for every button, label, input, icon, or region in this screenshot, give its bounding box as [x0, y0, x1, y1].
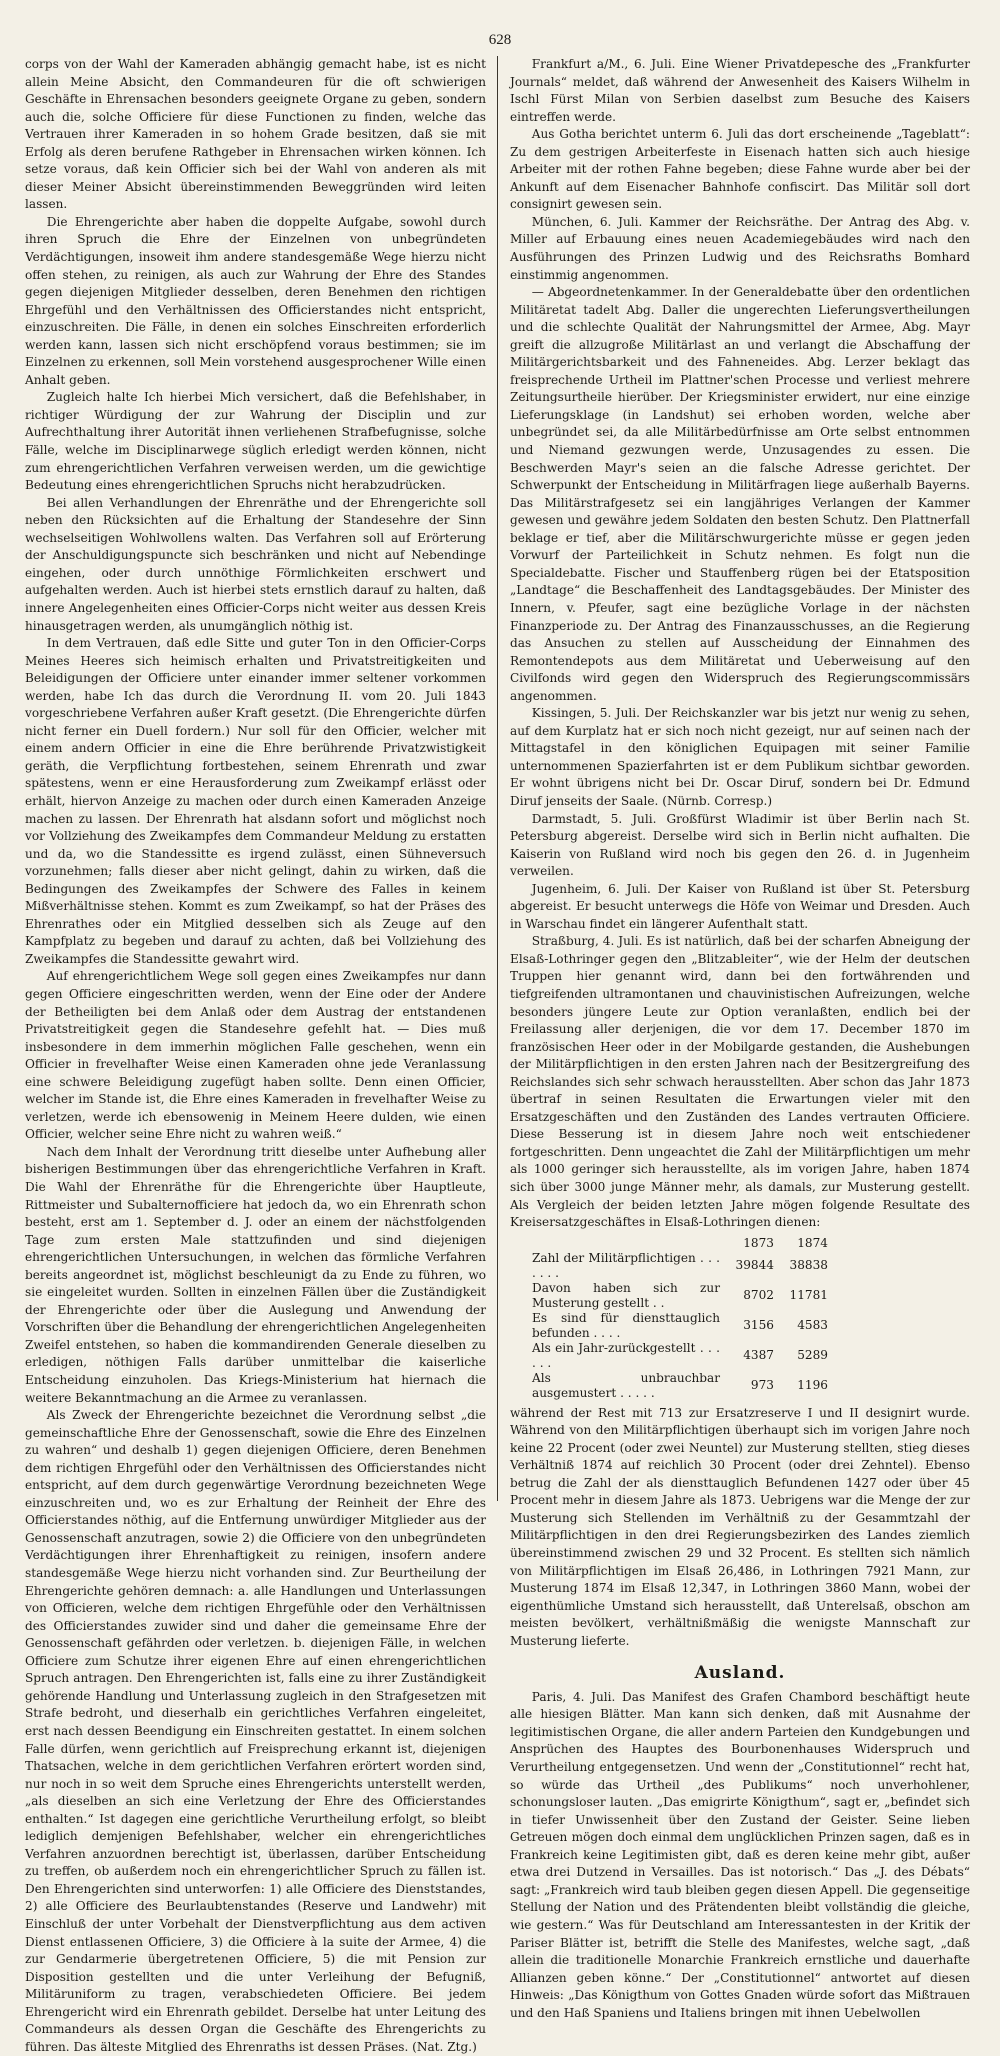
table-row: [530, 1311, 830, 1341]
article-paragraph: Nach dem Inhalt der Verordnung tritt dieselbe unter Aufhebung aller bisherigen Bestimmungen über das ehrengerichtliche Verfahren in Kraft. Die Wahl der Ehrenräthe für die Ehrengerichte über Hauptleute, Rittmeister und Subalternofficiere hat jedoch da, wo ein Ehrenrath schon besteht, erst am 1. September d. J. oder an einem der nächstfolgenden Tage zum ersten Male stattzufinden und sind diejenigen ehrengerichtlichen Untersuchungen, in welchen das förmliche Verfahren bereits angeordnet ist, möglichst beschleunigt da zu Ende zu führen, wo sie eingeleitet wurden. Sollten in einzelnen Fällen über die Zuständigkeit der Ehrengerichte oder über die Auslegung und Anwendung der Vorschriften über die Behandlung der ehrengerichtlichen Angelegenheiten Zweifel entstehen, so haben die kommandirenden Generale dieselben zu erledigen, nöthigen Falls darüber unmittelbar die kaiserliche Entscheidung einzuholen. Das Kriegs-Ministerium hat hiernach die weitere Bekanntmachung an die Armee zu veranlassen.: [25, 1144, 486, 1405]
table-row: [530, 1371, 830, 1401]
table-cell-value: 4583: [797, 1318, 828, 1333]
right-column-continuation: [510, 1405, 970, 1651]
page-number: 628: [488, 32, 512, 48]
news-item: München, 6. Juli. Kammer der Reichsräthe. Der Antrag des Abg. v. Miller auf Erbauung eines neuen Academiegebäudes wird nach den Ausführungen des Prinzen Ludwig und des Reichsraths Bomhard einstimmig angenommen.: [510, 214, 970, 282]
news-item: Aus Gotha berichtet unterm 6. Juli das dort erscheinende „Tageblatt“: Zu dem gestrigen Arbeiterfeste in Eisenach hatten sich auch hiesige Arbeiter mit der rothen Fahne begeben; diese Fahne wurde aber bei der Ankunft auf dem Eisenacher Bahnhofe confiscirt. Das Militär soll dort consignirt gewesen sein.: [510, 127, 970, 212]
news-item: — Abgeordnetenkammer. In der Generaldebatte über den ordentlichen Militäretat tadelt Abg. Daller die ungerechten Lieferungsvertheilungen und die schlechte Qualität der Nahrungsmittel der Armee, Abg. Mayr greift die allzugroße Militärlast an und verlangt die Abschaffung der Militärgerichtsbarkeit und des Fahneneides. Abg. Lerzer beklagt das freisprechende Urtheil im Plattner'schen Processe und verliest mehrere Zeitungsurtheile hierüber. Der Kriegsminister erwidert, nur eine einzige Lieferungsklage (in Landshut) sei erhoben worden, welche aber unbegründet sei, da alle Militärbedürfnisse am Orte selbst entnommen und Niemand gezwungen werde, Unzusagendes zu essen. Die Beschwerden Mayr's seien an die falsche Adresse gerichtet. Der Schwerpunkt der Entscheidung in Militärfragen liege außerhalb Bayerns. Das Militärstrafgesetz sei ein langjähriges Verlangen der Kammer gewesen und gewähre jedem Soldaten den besten Schutz. Den Plattnerfall beklage er tief, aber die Militärschwurgerichte müsse er gegen jeden Vorwurf der Parteilichkeit in Schutz nehmen. Es folgt nun die Specialdebatte. Fischer und Stauffenberg rügen bei der Etatsposition „Landtage“ die Beschaffenheit des Landtagsgebäudes. Der Minister des Innern, v. Pfeufer, sagt eine bezügliche Vorlage in der nächsten Finanzperiode zu. Der Antrag des Finanzausschusses, an die Regierung das Ansuchen zu stellen auf Ausscheidung der Einnahmen des Remontendepots aus dem Militäretat und Ueberweisung auf den Civilfonds wird gegen den Widerspruch des Regierungscommissärs angenommen.: [510, 285, 970, 703]
article-paragraph: corps von der Wahl der Kameraden abhängig gemacht habe, ist es nicht allein Meine Absicht, den Commandeuren für die oft schwierigen Geschäfte in Ehrensachen besonders geeignete Organe zu geben, sondern auch die, solche Officiere für diese Functionen zu finden, welche das Vertrauen ihrer Kameraden in so hohem Grade besitzen, daß sie mit Erfolg als deren berufene Rathgeber in Ehrensachen wirken können. Ich setze voraus, daß kein Officier sich bei der Wahl von anderen als mit dieser Meiner Absicht übereinstimmenden Beweggründen wird leiten lassen.: [25, 57, 486, 212]
table-row-label: Als ein Jahr-zurückgestellt . . . . . .: [532, 1340, 720, 1370]
table-cell-value: 3156: [743, 1318, 774, 1333]
news-item: Jugenheim, 6. Juli. Der Kaiser von Rußland ist über St. Petersburg abgereist. Er besucht unterwegs die Höfe von Weimar und Dresden. Auch in Warschau findet ein längerer Aufenthalt statt.: [510, 881, 970, 931]
article-paragraph: Als Zweck der Ehrengerichte bezeichnet die Verordnung selbst „die gemeinschaftliche Ehre der Genossenschaft, sowie die Ehre des Einzelnen zu wahren“ und deshalb 1) gegen diejenigen Officiere, deren Benehmen dem richtigen Ehrgefühl oder den Verhältnissen des Officierstandes nicht entspricht, auf dem durch gegenwärtige Verordnung bezeichneten Wege einzuschreiten und, wo es zur Erhaltung der Reinheit der Ehre des Officierstandes nöthig, auf die Entfernung unwürdiger Mitglieder aus der Genossenschaft anzutragen, sowie 2) die Officiere von den unbegründeten Verdächtigungen ihrer Ehrenhaftigkeit zu reinigen, insofern andere standesgemäße Wege hierzu nicht vorhanden sind. Zur Beurtheilung der Ehrengerichte gehören demnach: a. alle Handlungen und Unterlassungen von Officieren, welche dem richtigen Ehrgefühle oder den Verhältnissen des Officierstandes zuwider sind und daher die gemeinsame Ehre der Genossenschaft gefährden oder verletzen. b. diejenigen Fälle, in welchen Officiere zum Schutze ihrer eigenen Ehre auf einen ehrengerichtlichen Spruch antragen. Den Ehrengerichten ist, falls eine zu ihrer Zuständigkeit gehörende Handlung und Unterlassung zugleich in den Strafgesetzen mit Strafe bedroht, und dieserhalb ein gerichtliches Verfahren eingeleitet, erst nach dessen Beendigung ein Einschreiten gestattet. In einem solchen Falle dürfen, wenn gerichtlich auf Freisprechung erkannt ist, diejenigen Thatsachen, welche in dem gerichtlichen Verfahren erörtert worden sind, nur noch in so weit dem Spruche eines Ehrengerichts unterstellt werden, „als dieselben an sich eine Verletzung der Ehre des Officierstandes enthalten.“ Ist dagegen eine gerichtliche Verurtheilung erfolgt, so bleibt lediglich demjenigen Befehlshaber, welcher ein ehrengerichtliches Verfahren anzuordnen berechtigt ist, überlassen, darüber Entscheidung zu treffen, ob außerdem noch ein ehrengerichtlicher Spruch zu fällen ist. Den Ehrengerichten sind unterworfen: 1) alle Officiere des Dienststandes, 2) alle Officiere des Beurlaubtenstandes (Reserve und Landwehr) mit Einschluß der unter Vorbehalt der Dienstverpflichtung aus dem activen Dienst entlassenen Officiere, 3) die Officiere à la suite der Armee, 4) die zur Gendarmerie übergetretenen Officiere, 5) die mit Pension zur Disposition gestellten und die unter Verleihung der Befugniß, Militäruniform zu tragen, verabschiedeten Officiere. Bei jedem Ehrengericht wird ein Ehrenrath gebildet. Derselbe hat unter Leitung des Commandeurs als dessen Organ die Geschäfte des Ehrengerichts zu führen. Das älteste Mitglied des Ehrenraths ist dessen Präses. (Nat. Ztg.): [25, 1408, 486, 2054]
right-column: [510, 56, 970, 2020]
article-paragraph: Bei allen Verhandlungen der Ehrenräthe und der Ehrengerichte soll neben den Rücksichten auf die Erhaltung der Standesehre der Sinn wechselseitigen Wohlwollens walten. Das Verfahren soll auf Erörterung der Anschuldigungspuncte sich beschränken und nicht auf Nebendinge eingehen, oder durch unnöthige Förmlichkeiten erschwert und aufgehalten werden. Auch ist hierbei stets ernstlich darauf zu halten, daß innere Angelegenheiten eines Officier-Corps nicht weiter aus dessen Kreis hinausgetragen werden, als unumgänglich nöthig ist.: [25, 495, 486, 633]
table-cell-value: 8702: [743, 1288, 774, 1303]
table-header-blank: [530, 1236, 722, 1251]
table-cell-value: 38838: [789, 1258, 828, 1273]
right-column-articles: [510, 56, 970, 1232]
column-divider: [497, 56, 498, 1501]
table-cell-value: 11781: [789, 1288, 828, 1303]
table-row: [530, 1341, 830, 1371]
news-item: Frankfurt a/M., 6. Juli. Eine Wiener Privatdepesche des „Frankfurter Journals“ meldet, daß während der Anwesenheit des Kaisers Wilhelm in Ischl Fürst Milan von Serbien daselbst zum Besuche des Kaisers eintreffen werde.: [510, 57, 970, 124]
news-item: Paris, 4. Juli. Das Manifest des Grafen Chambord beschäftigt heute alle hiesigen Blätter. Man kann sich denken, daß mit Ausnahme der legitimistischen Organe, die aller andern Parteien den Kundgebungen und Ansprüchen des Hauptes des Bourbonenhauses Widerspruch und Verurtheilung entgegensetzen. Und wenn der „Constitutionnel“ recht hat, so würde das Urtheil „des Publikums“ noch unverhohlener, schonungsloser lauten. „Das emigrirte Königthum“, sagt er, „befindet sich in tiefer Unwissenheit über den Zustand der Geister. Seine lieben Getreuen mögen doch einmal dem unglücklichen Prinzen sagen, daß es in Frankreich keine Legitimisten gibt, daß es deren keine mehr gibt, außer etwa drei Dutzend in Versailles. Das ist notorisch.“ Das „J. des Débats“ sagt: „Frankreich wird taub bleiben gegen diesen Appell. Die gegenseitige Stellung der Nation und des Prätendenten bleibt vollständig die gleiche, wie gestern.“ Was für Deutschland am Interessantesten in der Kritik der Pariser Blätter ist, betrifft die Stelle des Manifestes, welche sagt, „daß allein die traditionelle Monarchie Frankreich ernstliche und dauerhafte Allianzen geben könne.“ Der „Constitutionnel“ antwortet auf diesen Hinweis: „Das Königthum von Gottes Gnaden würde sofort das Mißtrauen und den Haß Spaniens und Italiens bringen mit ihnen Uebelwollen: [510, 1689, 970, 2020]
table-cell-value: 1196: [797, 1378, 828, 1393]
article-paragraph: Auf ehrengerichtlichem Wege soll gegen eines Zweikampfes nur dann gegen Officiere eingeschritten werden, wenn der Eine oder der Andere der Betheiligten bei dem Anlaß oder dem Austrag der entstandenen Privatstreitigkeit gegen die Standesehre gefehlt hat. — Dies muß insbesondere in dem immerhin möglichen Falle geschehen, wenn ein Officier in frevelhafter Weise einen Kameraden ohne jede Veranlassung eine schwere Beleidigung zugefügt haben sollte. Denn einen Officier, welcher im Stande ist, die Ehre eines Kameraden in frevelhafter Weise zu verletzen, werde ich ebensowenig in Meinem Heere dulden, wie einen Officier, welcher seine Ehre nicht zu wahren weiß.“: [25, 969, 486, 1142]
table-cell-value: 39844: [735, 1258, 774, 1273]
news-item: Straßburg, 4. Juli. Es ist natürlich, daß bei der scharfen Abneigung der Elsaß-Lothringer gegen den „Blitzableiter“, wie der Helm der deutschen Truppen hier genannt wird, dann bei den fortwährenden und tiefgreifenden ultramontanen und chauvinistischen Aufreizungen, welche besonders jüngere Leute zur Option veranlaßten, endlich bei der Freilassung aller derjenigen, die vor dem 17. December 1870 im französischen Heer oder in der Mobilgarde gestanden, die Aushebungen der Militärpflichtigen in den ersten Jahren nach der Besitzergreifung des Reichslandes sich sehr schwach herausstellten. Aber schon das Jahr 1873 übertraf in seinen Resultaten die Erwartungen vieler mit den Ersatzgeschäften und den Zuständen des Landes vertrauten Officiere. Diese Besserung ist in diesem Jahre noch weit entschiedener fortgeschritten. Denn ungeachtet die Zahl der Militärpflichtigen um mehr als 1000 geringer sich herausstellte, als im vorigen Jahre, haben 1874 sich über 3000 junge Männer mehr, als damals, zur Musterung gestellt. Als Vergleich der beiden letzten Jahre mögen folgende Resultate des Kreisersatzgeschäftes in Elsaß-Lothringen dienen:: [510, 934, 970, 1230]
section-heading-ausland: Ausland.: [694, 1663, 786, 1684]
table-year-header: 1873: [743, 1235, 774, 1250]
article-paragraph: In dem Vertrauen, daß edle Sitte und guter Ton in den Officier-Corps Meines Heeres sich heimisch erhalten und Privatstreitigkeiten und Beleidigungen der Officiere unter einander immer seltener vorkommen werden, habe Ich das durch die Verordnung II. vom 20. Juli 1843 vorgeschriebene Verfahren außer Kraft gesetzt. (Die Ehrengerichte dürfen nicht ferner ein Duell fordern.) Nur soll für den Officier, welcher mit einem andern Officier in eine die Ehre berührende Privatzwistigkeit geräth, die Verpflichtung fortbestehen, seinem Ehrenrath und zwar spätestens, wenn er eine Herausforderung zum Zweikampf erlässt oder erhält, hiervon Anzeige zu machen oder durch einen Kameraden Anzeige machen zu lassen. Der Ehrenrath hat alsdann sofort und möglichst noch vor Vollziehung des Zweikampfes dem Commandeur Meldung zu erstatten und da, wo die Standessitte es irgend zulässt, einen Sühneversuch vorzunehmen; falls dieser aber nicht gelingt, dahin zu wirken, daß die Bedingungen des Zweikampfes der Schwere des Falles in keinem Mißverhältnisse stehen. Kommt es zum Zweikampf, so hat der Präses des Ehrenrathes oder ein Mitglied desselben sich als Zeuge auf den Kampfplatz zu begeben und darauf zu achten, daß bei Vollziehung des Zweikampfes die Standessitte gewahrt wird.: [25, 636, 486, 966]
table-cell-value: 5289: [797, 1348, 828, 1363]
table-cell-value: 4387: [743, 1348, 774, 1363]
table-row-label: Zahl der Militärpflichtigen . . . . . . .: [532, 1250, 720, 1280]
ausland-articles: [510, 1689, 970, 2022]
news-item: Kissingen, 5. Juli. Der Reichskanzler war bis jetzt nur wenig zu sehen, auf dem Kurplatz hat er sich noch nicht gezeigt, nur auf seinen nach der Mittagstafel in den königlichen Equipagen mit seiner Familie unternommenen Spazierfahrten ist er dem Publikum sichtbar geworden. Er wohnt übrigens nicht bei Dr. Oscar Diruf, sondern bei Dr. Edmund Diruf jenseits der Saale. (Nürnb. Corresp.): [510, 706, 970, 808]
table-row-label: Davon haben sich zur Musterung gestellt . .: [532, 1280, 720, 1310]
news-item: Darmstadt, 5. Juli. Großfürst Wladimir ist über Berlin nach St. Petersburg abgereist. Derselbe wird sich in Berlin nicht aufhalten. Die Kaiserin von Rußland wird noch bis gegen den 26. d. in Jugenheim verweilen.: [510, 811, 970, 879]
table-header-row: [530, 1236, 830, 1251]
article-paragraph: Zugleich halte Ich hierbei Mich versichert, daß die Befehlshaber, in richtiger Würdigung der zur Wahrung der Disciplin und zur Aufrechthaltung ihrer Autorität ihnen verliehenen Strafbefugnisse, solche Fälle, welche im Disciplinarwege süglich erledigt werden können, nicht zum ehrengerichtlichen Verfahren verweisen werden, um die gewichtige Bedeutung eines ehrengerichtlichen Spruchs nicht herabzudrücken.: [25, 390, 486, 493]
table-row: [530, 1251, 830, 1281]
table-year-header: 1874: [797, 1235, 828, 1250]
table-row: [530, 1281, 830, 1311]
table-row-label: Es sind für diensttauglich befunden . . . .: [532, 1310, 720, 1340]
table-cell-value: 973: [750, 1378, 774, 1393]
recruitment-statistics-table: [530, 1236, 830, 1401]
article-paragraph: Die Ehrengerichte aber haben die doppelte Aufgabe, sowohl durch ihren Spruch die Ehre der Einzelnen von unbegründeten Verdächtigungen, insoweit ihm andere standesgemäße Wege hierzu nicht offen stehen, zu reinigen, als auch zur Wahrung der Ehre des Standes gegen diejenigen Mitglieder desselben, deren Benehmen den richtigen Ehrgefühl und den Verhältnissen des Officierstandes nicht entspricht, einzuschreiten. Die Fälle, in denen ein solches Einschreiten erforderlich werden kann, lassen sich nicht erschöpfend voraus bestimmen; sie im Einzelnen zu erkennen, soll Mein vorstehend ausgesprochener Wille einen Anhalt geben.: [25, 214, 486, 387]
table-row-label: Als unbrauchbar ausgemustert . . . . .: [532, 1370, 720, 1400]
left-column: [25, 56, 486, 2054]
article-paragraph: während der Rest mit 713 zur Ersatzreserve I und II designirt wurde. Während von den Militärpflichtigen überhaupt sich im vorigen Jahre noch keine 22 Procent (oder zwei Neuntel) zur Musterung stellten, stieg dieses Verhältniß 1874 auf reichlich 30 Procent (oder drei Zehntel). Ebenso betrug die Zahl der als diensttauglich Befundenen 1427 oder über 45 Procent mehr in diesem Jahre als 1873. Uebrigens war die Menge der zur Musterung sich Stellenden im Verhältniß zu der Gesammtzahl der Militärpflichtigen in den drei Regierungsbezirken des Landes ziemlich übereinstimmend zwischen 29 und 32 Procent. Es stellten sich nämlich von Militärpflichtigen im Elsaß 26,486, in Lothringen 7921 Mann, zur Musterung 1874 im Elsaß 12,347, in Lothringen 3860 Mann, wobei der eigenthümliche Umstand sich herausstellt, daß Unterelsaß, obschon am meisten bevölkert, verhältnißmäßig die wenigste Mannschaft zur Musterung lieferte.: [510, 1405, 970, 1648]
